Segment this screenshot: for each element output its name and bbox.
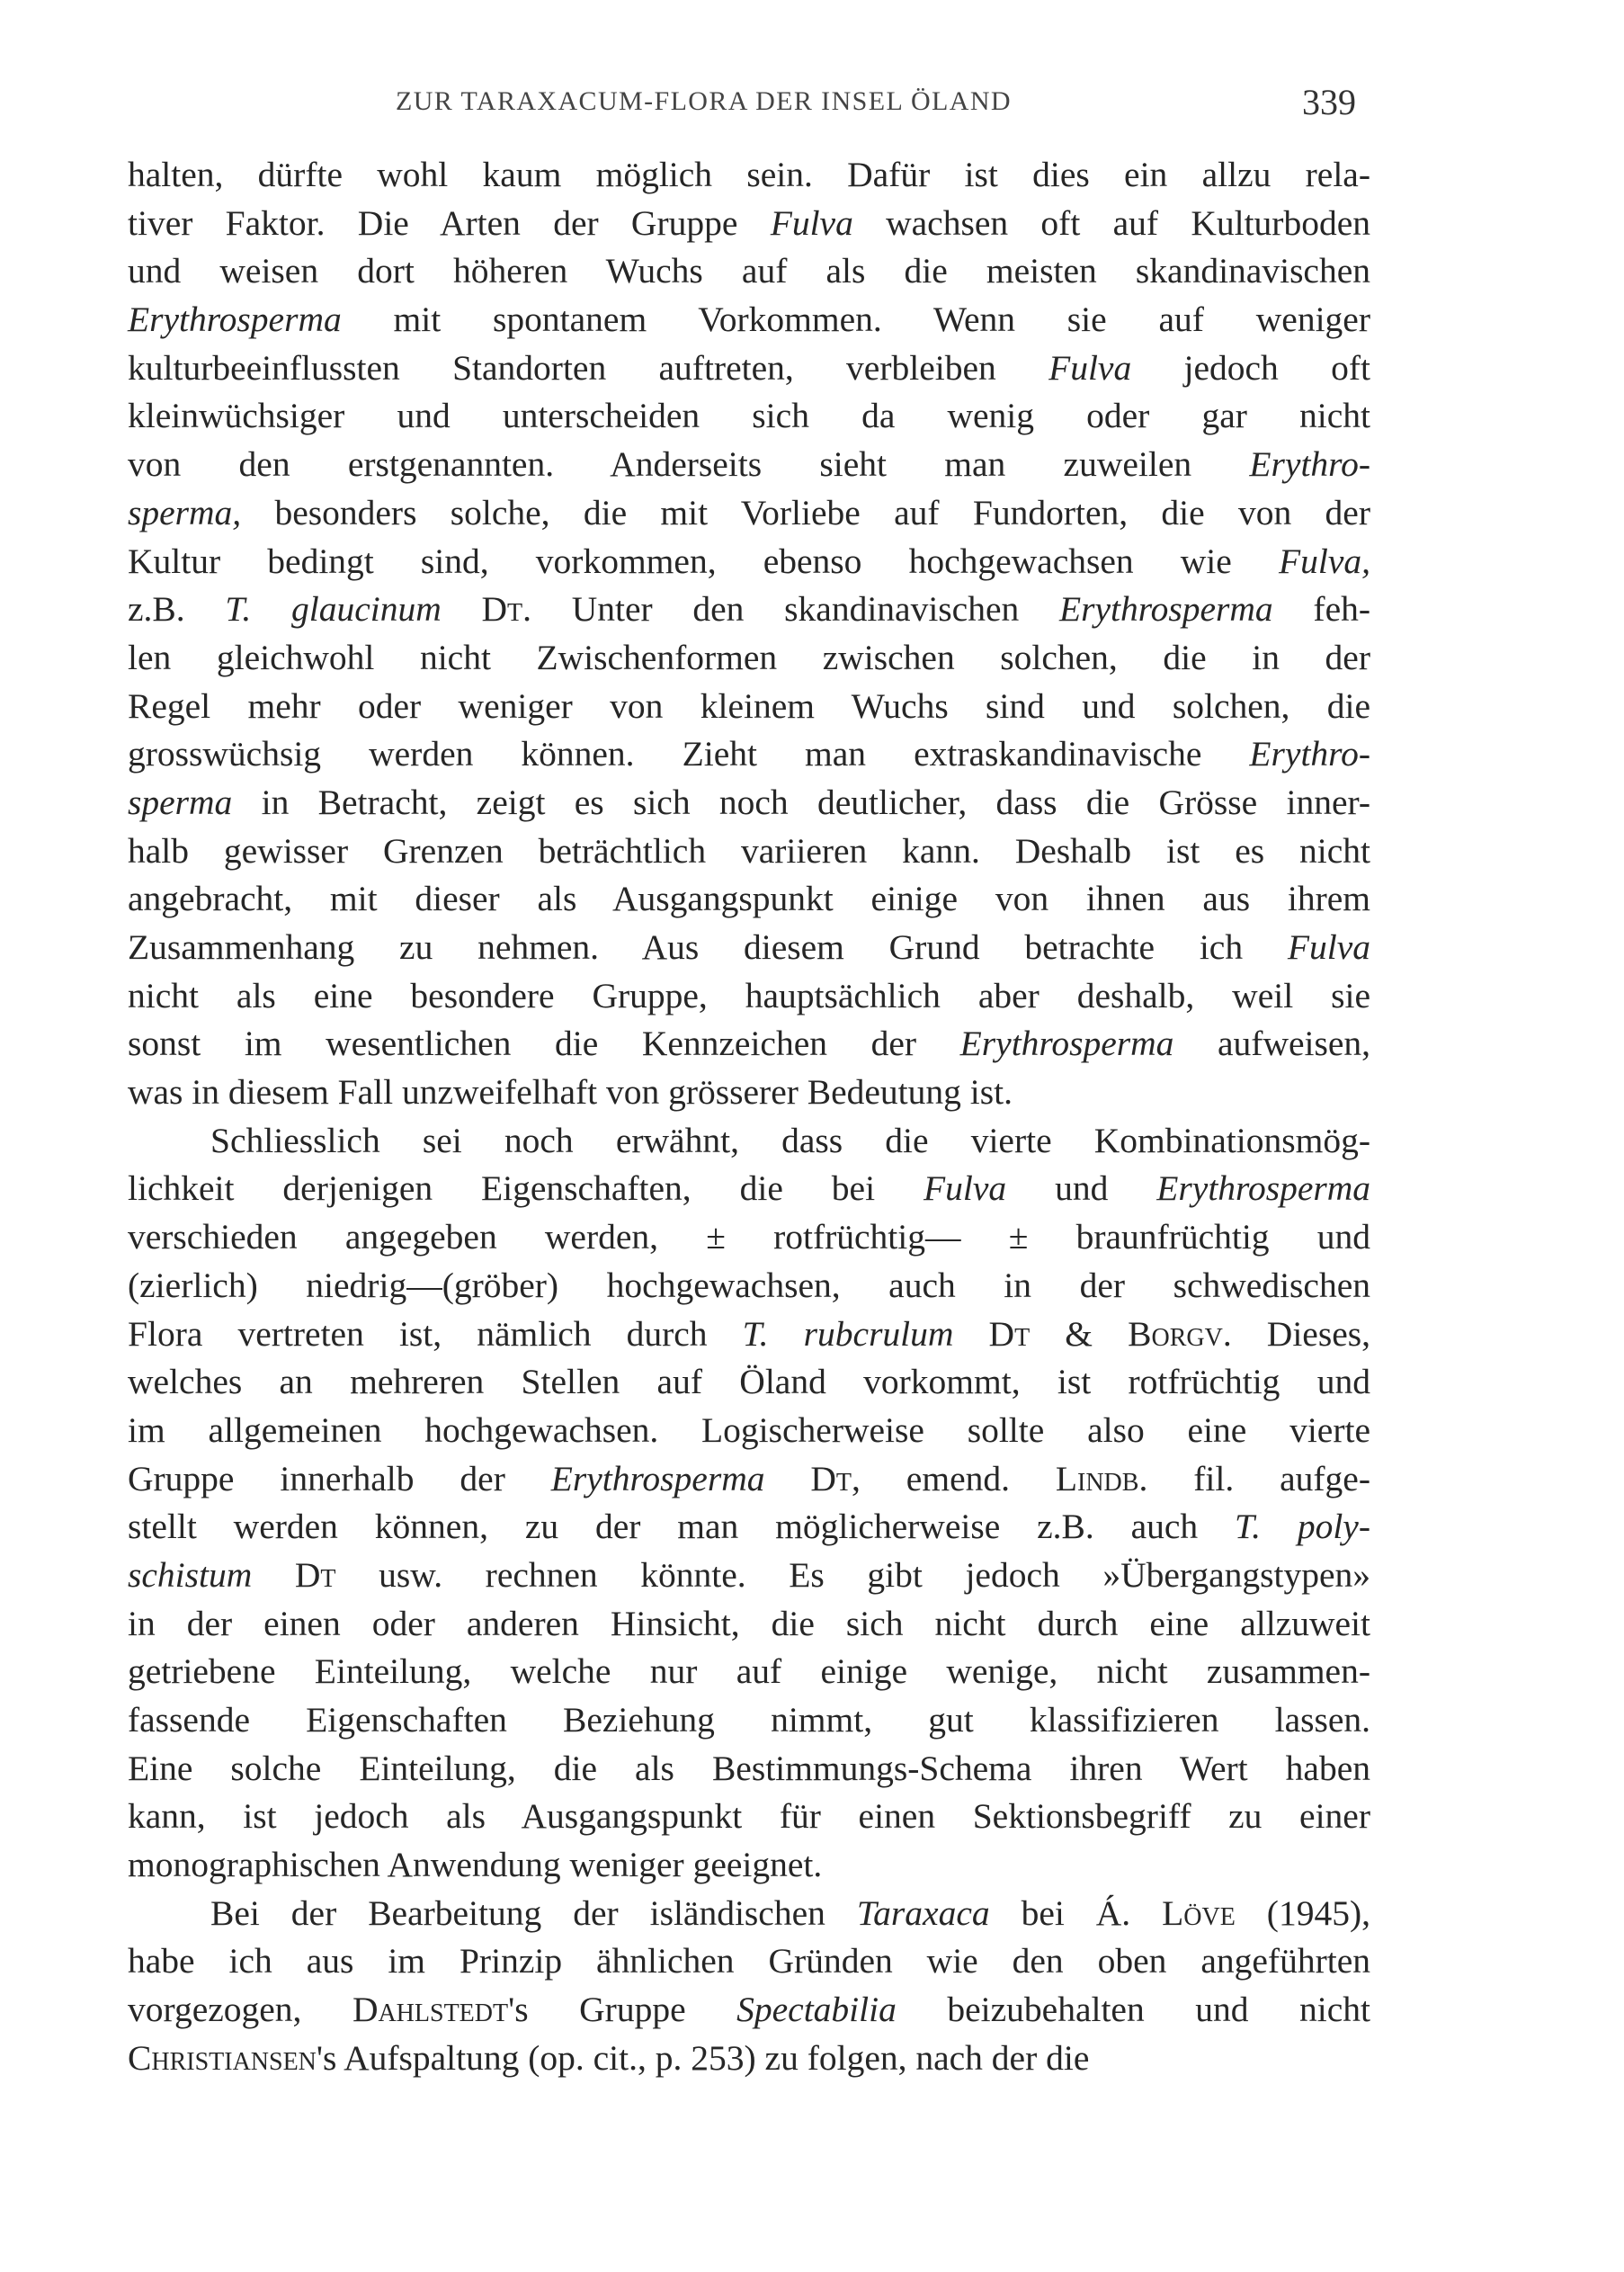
text-line	[128, 1020, 1370, 1069]
text-run: tiver Faktor. Die Arten der Gruppe	[128, 202, 771, 243]
text-run: mit spontanem Vorkommen. Wenn sie auf weniger	[341, 300, 1370, 340]
text-run: grosswüchsig werden können. Zieht man extraskandinavische	[128, 734, 1250, 774]
italic-term: Spectabilia	[736, 1990, 897, 2030]
text-line	[128, 1841, 1370, 1890]
text-line	[128, 247, 1370, 296]
text-run: angebracht, mit dieser als Ausgangspunkt einige von ihnen aus ihrem	[128, 879, 1370, 919]
text-line	[128, 683, 1370, 731]
text-line	[128, 1503, 1370, 1552]
text-run: beizubehalten und nicht	[896, 1990, 1370, 2030]
text-run: (1945),	[1235, 1892, 1370, 1933]
text-line	[128, 1069, 1370, 1117]
italic-term: Fulva	[1048, 347, 1132, 388]
text-run	[764, 1459, 810, 1498]
text-run: Bei der Bearbeitung der isländischen	[210, 1892, 857, 1933]
text-line	[128, 538, 1370, 586]
text-line	[128, 1648, 1370, 1696]
text-line	[128, 730, 1370, 779]
text-line	[128, 1745, 1370, 1793]
text-run: getriebene Einteilung, welche nur auf einige wenige, nicht zusammen-	[128, 1651, 1370, 1692]
text-run: sonst im wesentlichen die Kennzeichen der	[128, 1024, 960, 1064]
text-line	[128, 1213, 1370, 1262]
text-line	[128, 1455, 1370, 1504]
text-run	[442, 589, 482, 629]
text-run: 's Aufspaltung (op. cit., p. 253) zu folgen, nach der die	[316, 2037, 1090, 2078]
text-line	[128, 1310, 1370, 1359]
text-run: Gruppe innerhalb der	[128, 1458, 551, 1498]
author-name: Borgv	[1128, 1313, 1223, 1354]
text-run: im allgemeinen hochgewachsen. Logischerweise sollte also eine vierte	[128, 1409, 1370, 1450]
text-line	[128, 1793, 1370, 1841]
text-line	[128, 441, 1370, 489]
text-line	[128, 151, 1370, 200]
text-line	[128, 2035, 1370, 2083]
text-line	[128, 875, 1370, 924]
text-run: 's Gruppe	[508, 1990, 737, 2030]
text-run: . Dieses,	[1222, 1313, 1370, 1354]
text-line	[128, 1600, 1370, 1649]
text-run: feh-	[1272, 589, 1371, 630]
text-run: nicht als eine besondere Gruppe, hauptsächlich aber deshalb, weil sie	[128, 975, 1370, 1015]
text-run: wachsen oft auf Kulturboden	[852, 202, 1370, 243]
italic-term: Taraxaca	[856, 1892, 990, 1933]
text-run: Zusammenhang zu nehmen. Aus diesem Grund betrachte ich	[128, 927, 1288, 967]
text-run: Flora vertreten ist, nämlich durch	[128, 1313, 743, 1354]
text-run: halten, dürfte wohl kaum möglich sein. Dafür ist dies ein allzu rela-	[128, 155, 1370, 194]
text-line	[128, 634, 1370, 683]
text-run: was in diesem Fall unzweifelhaft von grösserer Bedeutung ist.	[128, 1072, 1013, 1113]
text-line	[128, 779, 1370, 827]
text-run: monographischen Anwendung weniger geeignet.	[128, 1845, 823, 1885]
text-run: stellt werden können, zu der man möglicherweise z.B. auch	[128, 1507, 1236, 1547]
text-line	[128, 1937, 1370, 1986]
text-run: aufweisen,	[1173, 1024, 1371, 1064]
text-run: &	[1030, 1313, 1129, 1354]
author-name: Dt	[481, 589, 523, 630]
italic-term: Erythrosperma	[959, 1024, 1174, 1064]
text-run: len gleichwohl nicht Zwischenformen zwischen solchen, die in der	[128, 637, 1370, 677]
author-name: Dt	[810, 1458, 852, 1498]
author-name: Dahlstedt	[352, 1990, 509, 2030]
text-run: habe ich aus im Prinzip ähnlichen Gründen wie den oben angeführten	[128, 1941, 1370, 1981]
text-run: bei Á.	[989, 1892, 1163, 1933]
text-run: und	[1006, 1168, 1157, 1209]
running-head	[0, 82, 1624, 140]
italic-term: T. rubcrulum	[742, 1313, 954, 1354]
text-line	[128, 1890, 1370, 1938]
text-run: lichkeit derjenigen Eigenschaften, die bei	[128, 1168, 924, 1209]
italic-term: Fulva	[924, 1168, 1007, 1209]
italic-term: Erythro-	[1249, 444, 1370, 485]
text-run: kann, ist jedoch als Ausgangspunkt für einen Sektionsbegriff zu einer	[128, 1796, 1370, 1837]
italic-term: T. poly-	[1235, 1507, 1370, 1547]
text-run: (zierlich) niedrig—(gröber) hochgewachsen, auch in der schwedischen	[128, 1265, 1370, 1305]
text-line	[128, 586, 1370, 634]
italic-term: Erythrosperma	[128, 300, 342, 340]
text-run: jedoch oft	[1131, 347, 1370, 388]
text-run: in der einen oder anderen Hinsicht, die sich nicht durch eine allzuweit	[128, 1603, 1370, 1643]
text-run: Regel mehr oder weniger von kleinem Wuchs sind und solchen, die	[128, 685, 1370, 726]
text-run: vorgezogen,	[128, 1990, 352, 2030]
text-line	[128, 200, 1370, 248]
text-line	[128, 1262, 1370, 1310]
italic-term: sperma,	[128, 492, 242, 532]
text-line	[128, 827, 1370, 876]
text-run: Kultur bedingt sind, vorkommen, ebenso hochgewachsen wie	[128, 541, 1279, 581]
text-run: halb gewisser Grenzen beträchtlich variieren kann. Deshalb ist es nicht	[128, 830, 1370, 871]
text-run: usw. rechnen könnte. Es gibt jedoch »Übergangstypen»	[335, 1554, 1370, 1595]
paragraph	[128, 151, 1370, 1117]
running-title: ZUR TARAXACUM-FLORA DER INSEL ÖLAND	[396, 86, 1012, 116]
text-run: Schliesslich sei noch erwähnt, dass die vierte Kombinationsmög-	[210, 1120, 1370, 1160]
text-line	[128, 1117, 1370, 1166]
text-run: fassende Eigenschaften Beziehung nimmt, gut klassifizieren lassen.	[128, 1700, 1370, 1740]
text-run: welches an mehreren Stellen auf Öland vorkommt, ist rotfrüchtig und	[128, 1362, 1370, 1402]
text-line	[128, 392, 1370, 441]
text-run: von den erstgenannten. Anderseits sieht man zuweilen	[128, 444, 1250, 485]
text-line	[128, 296, 1370, 344]
italic-term: Erythrosperma	[550, 1458, 765, 1498]
italic-term: Fulva	[770, 202, 853, 243]
text-run: . Unter den skandinavischen	[522, 589, 1059, 630]
body-text	[128, 151, 1370, 2083]
text-run	[953, 1314, 988, 1354]
text-line	[128, 489, 1370, 538]
text-line	[128, 1407, 1370, 1455]
italic-term: sperma	[128, 782, 233, 822]
text-run: in Betracht, zeigt es sich noch deutlicher, dass die Grösse inner-	[232, 782, 1370, 822]
page-number: 339	[1302, 82, 1356, 122]
author-name: Lindb	[1055, 1458, 1139, 1498]
text-line	[128, 1358, 1370, 1407]
text-run: Eine solche Einteilung, die als Bestimmungs-Schema ihren Wert haben	[128, 1748, 1370, 1788]
text-line	[128, 1986, 1370, 2035]
text-line	[128, 1165, 1370, 1213]
text-run: z.B.	[128, 589, 226, 630]
text-run: kulturbeeinflussten Standorten auftreten, verbleiben	[128, 347, 1049, 388]
text-run	[252, 1555, 295, 1595]
author-name: Christiansen	[128, 2037, 317, 2078]
text-line	[128, 1552, 1370, 1600]
author-name: Dt	[294, 1554, 336, 1595]
italic-term: Erythrosperma	[1156, 1168, 1370, 1209]
italic-term: schistum	[128, 1554, 253, 1595]
italic-term: Erythrosperma	[1058, 589, 1273, 630]
text-line	[128, 1696, 1370, 1745]
paragraph	[128, 1117, 1370, 1890]
author-name: Dt	[988, 1313, 1031, 1354]
italic-term: T. glaucinum	[225, 589, 442, 630]
text-run: besonders solche, die mit Vorliebe auf Fundorten, die von der	[241, 492, 1370, 532]
paragraph	[128, 1890, 1370, 2083]
author-name: Löve	[1162, 1892, 1236, 1933]
italic-term: Fulva,	[1278, 541, 1370, 581]
text-line	[128, 344, 1370, 393]
text-run: . fil. aufge-	[1138, 1458, 1370, 1498]
text-line	[128, 972, 1370, 1021]
italic-term: Fulva	[1287, 927, 1370, 967]
text-run: , emend.	[852, 1458, 1056, 1498]
text-run: und weisen dort höheren Wuchs auf als die meisten skandinavischen	[128, 251, 1370, 291]
italic-term: Erythro-	[1249, 734, 1370, 774]
text-line	[128, 924, 1370, 972]
text-run: verschieden angegeben werden, ± rotfrüchtig— ± braunfrüchtig und	[128, 1217, 1370, 1257]
text-run: kleinwüchsiger und unterscheiden sich da wenig oder gar nicht	[128, 396, 1370, 436]
